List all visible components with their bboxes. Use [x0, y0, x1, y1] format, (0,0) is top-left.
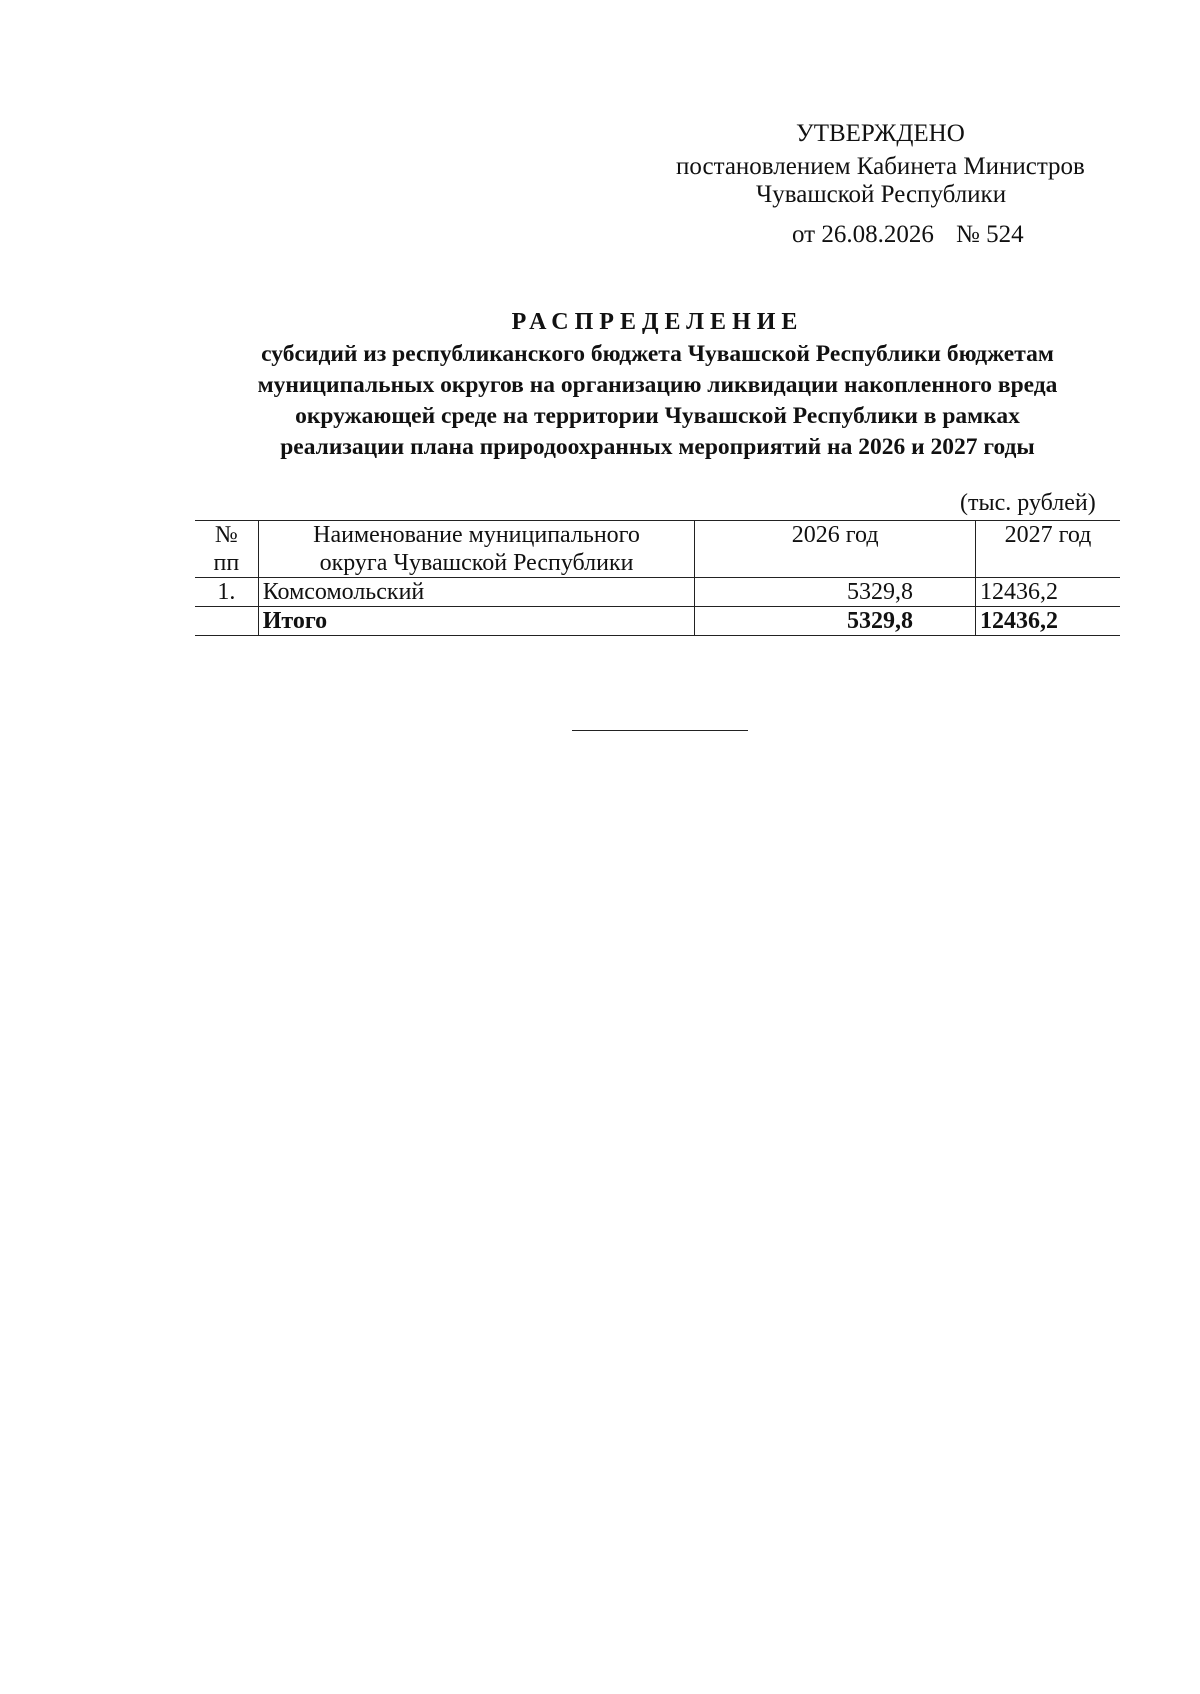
approval-line-2: Чувашской Республики — [756, 181, 1007, 208]
row-value-2027: 12436,2 — [976, 578, 1121, 607]
header-name — [258, 521, 695, 578]
title-heading: РАСПРЕДЕЛЕНИЕ — [511, 309, 804, 335]
table-header-row — [195, 521, 1120, 578]
table-total-row — [195, 607, 1120, 636]
header-name-line-1: Наименование муниципального — [313, 522, 640, 548]
document-title — [190, 305, 1125, 463]
row-name: Комсомольский — [258, 578, 695, 607]
title-line-3: окружающей среде на территории Чувашской Республики в рамках — [295, 403, 1020, 429]
approval-heading: УТВЕРЖДЕНО — [796, 120, 965, 147]
approval-line-1: постановлением Кабинета Министров — [676, 153, 1085, 180]
row-number: 1. — [195, 578, 258, 607]
approval-date: от 26.08.2026 — [792, 221, 934, 248]
approval-number: № 524 — [956, 221, 1024, 248]
row-value-2026: 5329,8 — [695, 578, 976, 607]
header-year-2026: 2026 год — [695, 521, 976, 578]
table-row — [195, 578, 1120, 607]
unit-note: (тыс. рублей) — [960, 490, 1096, 516]
distribution-table — [195, 520, 1120, 636]
total-value-2027: 12436,2 — [976, 607, 1121, 636]
total-value-2026: 5329,8 — [695, 607, 976, 636]
end-divider — [572, 730, 748, 731]
header-number-line-2: пп — [213, 550, 240, 576]
total-label: Итого — [258, 607, 695, 636]
header-year-2027: 2027 год — [976, 521, 1121, 578]
header-name-line-2: округа Чувашской Республики — [319, 550, 634, 576]
title-line-4: реализации плана природоохранных мероприятий на 2026 и 2027 годы — [280, 434, 1035, 460]
title-line-1: субсидий из республиканского бюджета Чувашской Республики бюджетам — [261, 341, 1054, 367]
title-line-2: муниципальных округов на организацию ликвидации накопленного вреда — [257, 372, 1058, 398]
total-number — [195, 607, 258, 636]
header-number-line-1: № — [214, 522, 238, 548]
header-number — [195, 521, 258, 578]
